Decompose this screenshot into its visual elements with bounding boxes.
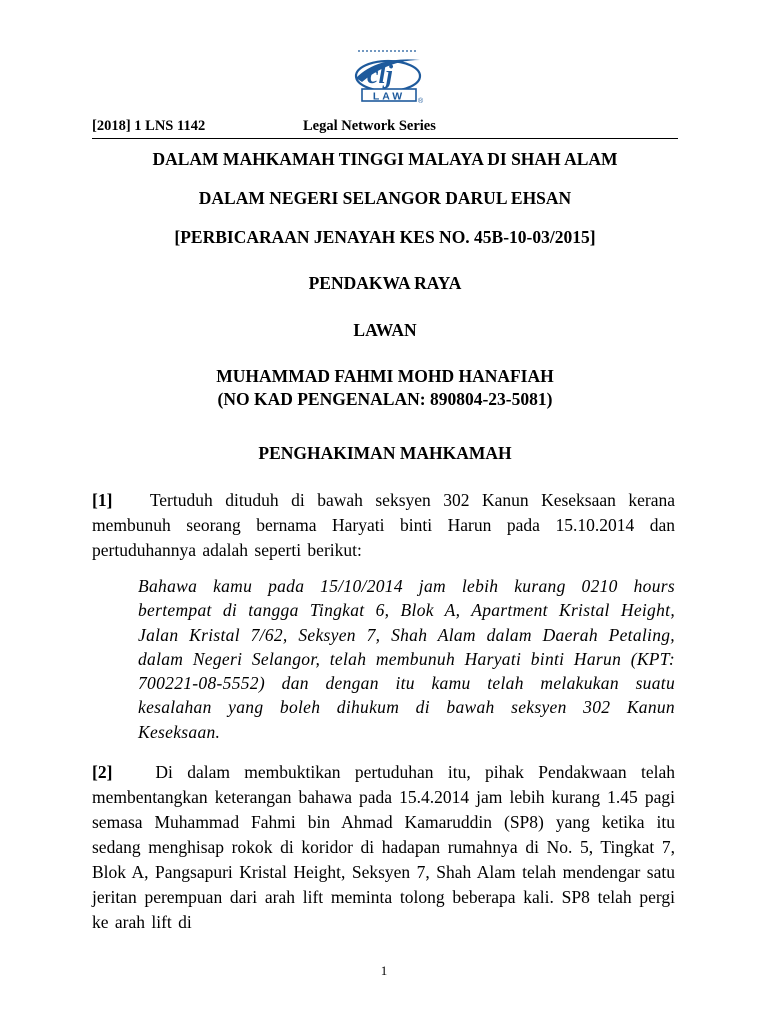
case-number: [PERBICARAAN JENAYAH KES NO. 45B-10-03/2015] <box>174 227 596 247</box>
versus-label: LAWAN <box>353 320 417 340</box>
charge-quote: Bahawa kamu pada 15/10/2014 jam lebih kurang 0210 hours bertempat di tangga Tingkat 6, Blok A, Apartment Kristal Height, Jalan Kristal 7/62, Seksyen 7, Shah Alam dalam Daerah Petaling, dalam Negeri Selangor, telah membunuh Haryati binti Harun (KPT: 700221-08-5552) dan dengan itu kamu telah melakukan suatu kesalahan yang boleh dihukum di bawah seksyen 302 Kanun Keseksaan. <box>138 576 675 742</box>
svg-text:clj: clj <box>367 60 393 89</box>
judgment-heading: PENGHAKIMAN MAHKAMAH <box>258 443 512 463</box>
clj-law-logo-icon <box>348 46 432 110</box>
running-header <box>92 118 678 135</box>
svg-text:LAW: LAW <box>372 90 406 103</box>
page-number: 1 <box>380 963 388 978</box>
citation: [2018] 1 LNS 1142 <box>92 118 206 134</box>
header-divider <box>92 138 678 139</box>
paragraph-number: [2] <box>92 762 113 782</box>
paragraph-number: [1] <box>92 490 113 510</box>
paragraph-1 <box>92 488 675 563</box>
prosecutor-name: PENDAKWA RAYA <box>308 273 462 293</box>
paragraph-2 <box>92 760 675 935</box>
series-name: Legal Network Series <box>303 118 436 134</box>
court-heading: DALAM MAHKAMAH TINGGI MALAYA DI SHAH ALAM <box>152 149 618 169</box>
paragraph-text: Tertuduh dituduh di bawah seksyen 302 Kanun Keseksaan kerana membunuh seorang bernama Haryati binti Harun pada 15.10.2014 dan pertuduhannya adalah seperti berikut: <box>92 490 676 560</box>
state-heading: DALAM NEGERI SELANGOR DARUL EHSAN <box>198 188 572 208</box>
clj-law-logo <box>348 46 432 110</box>
accused-name: MUHAMMAD FAHMI MOHD HANAFIAH <box>216 366 554 386</box>
paragraph-text: Di dalam membuktikan pertuduhan itu, pihak Pendakwaan telah membentangkan keterangan bahawa pada 15.4.2014 jam lebih kurang 1.45 pagi semasa Muhammad Fahmi bin Ahmad Kamaruddin (SP8) yang ketika itu sedang menghisap rokok di koridor di hadapan rumahnya di No. 5, Tingkat 7, Blok A, Pangsapuri Kristal Height, Seksyen 7, Shah Alam telah mendengar satu jeritan perempuan dari arah lift meminta tolong beberapa kali. SP8 telah pergi ke arah lift di <box>92 762 675 932</box>
accused-ic: (NO KAD PENGENALAN: 890804-23-5081) <box>217 389 553 409</box>
svg-text:®: ® <box>418 98 424 105</box>
